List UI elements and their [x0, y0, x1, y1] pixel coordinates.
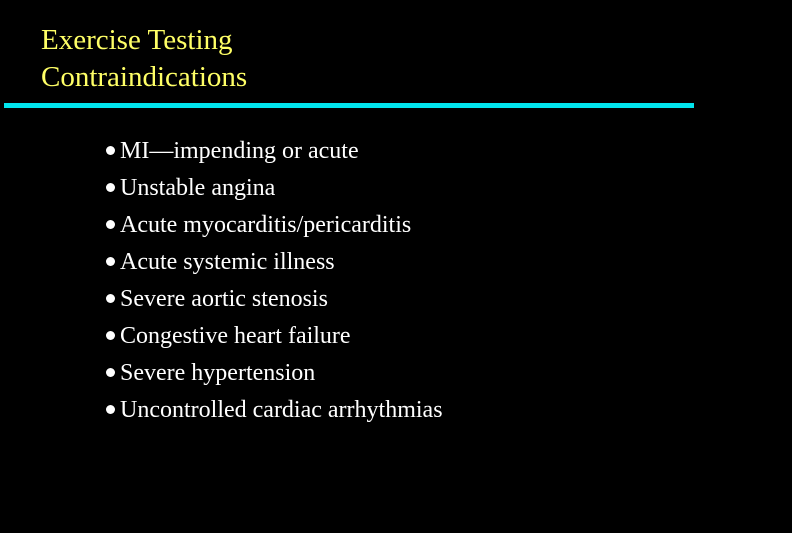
bullet-item	[106, 281, 443, 318]
bullet-text: Acute myocarditis/pericarditis	[120, 212, 412, 238]
bullet-list	[106, 133, 443, 429]
title-line-2: Contraindications	[41, 61, 248, 93]
bullet-item	[106, 207, 443, 244]
bullet-text: Congestive heart failure	[120, 323, 351, 349]
bullet-dot-icon	[106, 405, 115, 414]
bullet-text: Acute systemic illness	[120, 249, 335, 275]
bullet-text: Uncontrolled cardiac arrhythmias	[120, 397, 443, 423]
bullet-item	[106, 392, 443, 429]
bullet-dot-icon	[106, 368, 115, 377]
bullet-item	[106, 133, 443, 170]
bullet-item	[106, 170, 443, 207]
bullet-dot-icon	[106, 294, 115, 303]
bullet-dot-icon	[106, 183, 115, 192]
bullet-text: Severe hypertension	[120, 360, 316, 386]
bullet-item	[106, 318, 443, 355]
bullet-dot-icon	[106, 331, 115, 340]
bullet-dot-icon	[106, 220, 115, 229]
bullet-text: MI—impending or acute	[120, 138, 359, 164]
title-divider	[4, 103, 694, 108]
title-line-1: Exercise Testing	[41, 24, 233, 56]
bullet-item	[106, 355, 443, 392]
slide-title	[41, 22, 247, 96]
bullet-item	[106, 244, 443, 281]
bullet-text: Unstable angina	[120, 175, 276, 201]
bullet-dot-icon	[106, 257, 115, 266]
bullet-text: Severe aortic stenosis	[120, 286, 328, 312]
bullet-dot-icon	[106, 146, 115, 155]
